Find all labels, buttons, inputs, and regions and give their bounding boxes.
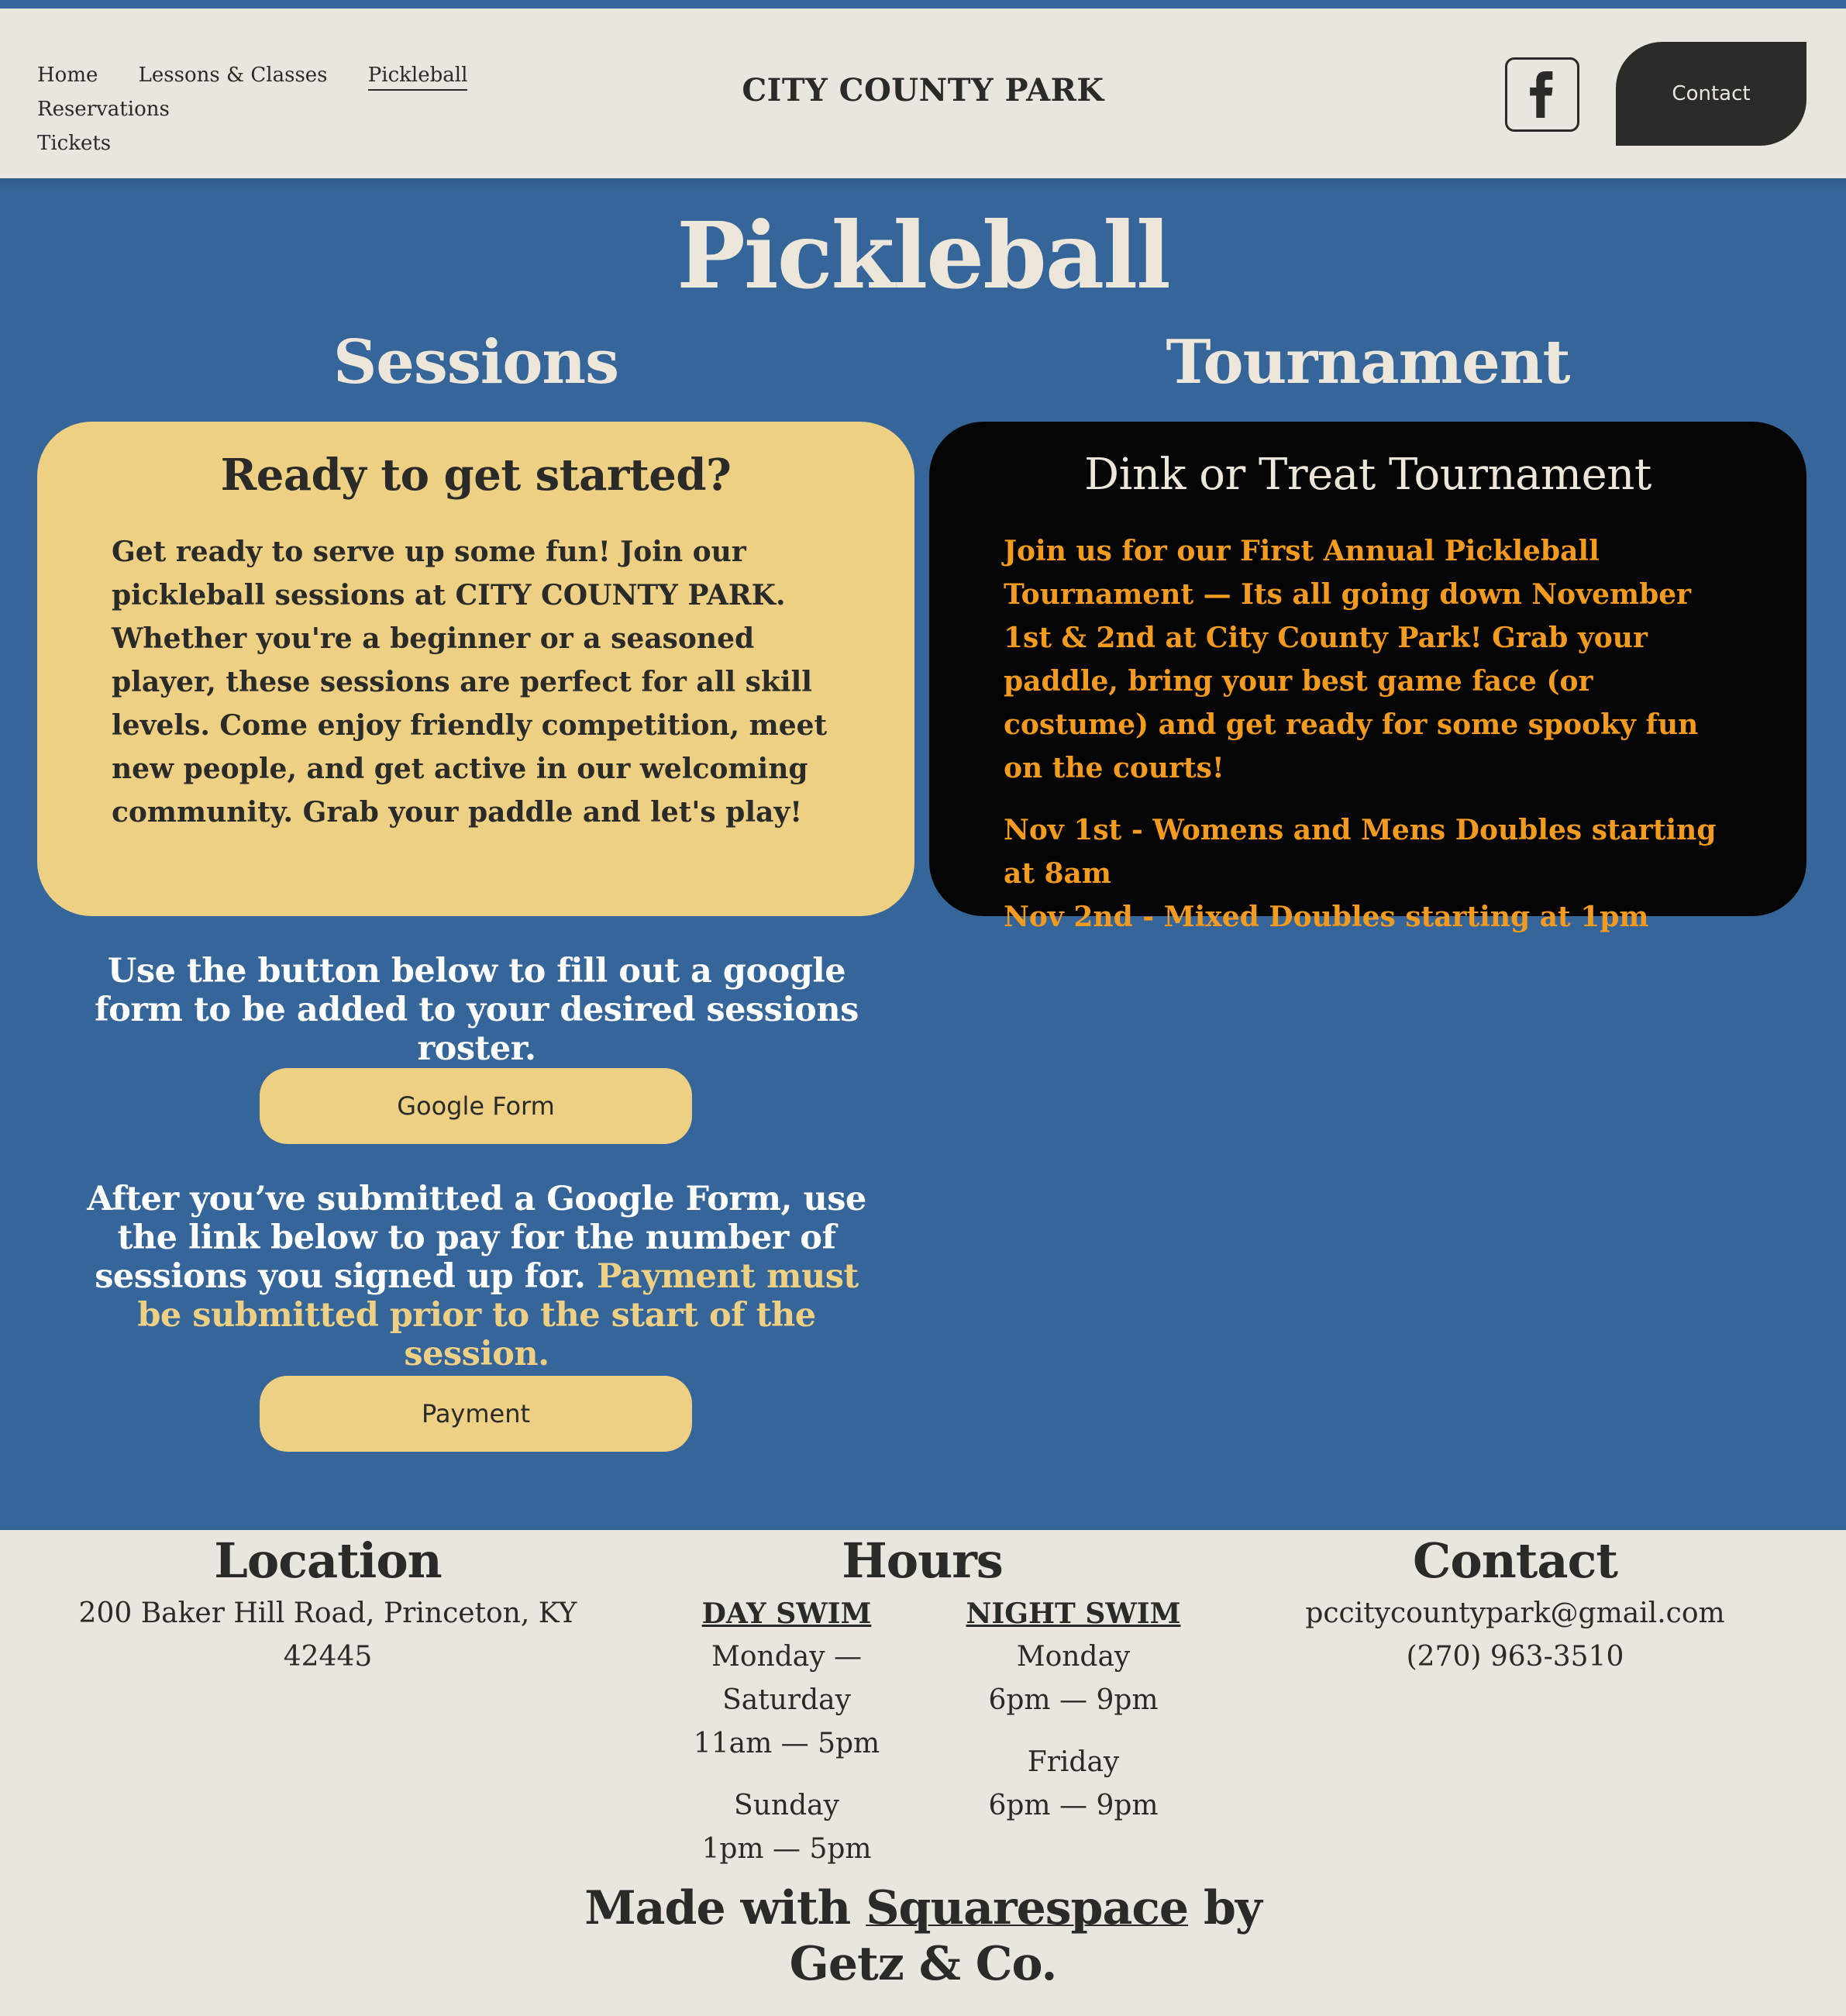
nav-item-pickleball[interactable]: Pickleball	[368, 61, 468, 91]
night-swim-label: NIGHT SWIM	[966, 1597, 1181, 1630]
night-swim-hours	[957, 1592, 1190, 1871]
payment-deadline-highlight: Payment must be submitted prior to the start of the session.	[137, 1257, 859, 1373]
tournament-card-body: Join us for our First Annual Pickleball Tournament — Its all going down November 1st & 2nd at City County Park! Grab your paddle, bring your best game face (or costume) and get ready for some spooky fun on the courts!	[1004, 535, 1699, 784]
facebook-link[interactable]	[1505, 57, 1579, 132]
payment-button[interactable]: Payment	[260, 1376, 692, 1452]
payment-note-text: After you’ve submitted a Google Form, use the link below to pay for the number of sessions you signed up for.	[87, 1180, 866, 1296]
page-title: Pickleball	[677, 202, 1169, 309]
pickleball-section	[0, 178, 1846, 1530]
contact-phone[interactable]: (270) 963-3510	[1406, 1641, 1624, 1673]
contact-heading: Contact	[1413, 1532, 1617, 1589]
payment-note	[77, 1180, 876, 1373]
day-swim-time-2: 1pm — 5pm	[701, 1833, 872, 1865]
day-swim-days-2: Sunday	[734, 1790, 839, 1821]
sessions-card	[37, 422, 914, 916]
address: 200 Baker Hill Road, Princeton, KY 42445	[78, 1597, 577, 1673]
made-prefix: Made with	[584, 1881, 851, 1935]
day-swim-time-1: 11am — 5pm	[693, 1728, 880, 1759]
facebook-icon	[1527, 71, 1558, 118]
header-shadow	[0, 178, 1846, 191]
sessions-heading: Sessions	[332, 327, 619, 398]
site-footer	[0, 1530, 1846, 2016]
night-swim-days-1: Monday	[1016, 1641, 1131, 1673]
made-suffix: by Getz & Co.	[789, 1881, 1262, 1991]
site-title[interactable]: CITY COUNTY PARK	[742, 72, 1104, 109]
google-form-note: Use the button below to fill out a google form to be added to your desired sessions roster.	[95, 952, 859, 1068]
site-header	[0, 9, 1846, 178]
made-with-credit	[0, 1880, 1846, 1992]
footer-contact	[1209, 1530, 1821, 1679]
nav-item-lessons-classes[interactable]: Lessons & Classes	[138, 64, 328, 87]
tournament-card-heading: Dink or Treat Tournament	[1084, 450, 1651, 500]
night-swim-days-2: Friday	[1027, 1746, 1120, 1778]
day-swim-label: DAY SWIM	[701, 1597, 872, 1630]
nav-item-tickets[interactable]: Tickets	[37, 132, 112, 155]
top-accent-bar	[0, 0, 1846, 9]
nav-item-reservations[interactable]: Reservations	[37, 98, 170, 121]
squarespace-link[interactable]: Squarespace	[866, 1881, 1189, 1935]
sessions-card-body: Get ready to serve up some fun! Join our pickleball sessions at CITY COUNTY PARK. Whether you're a beginner or a seasoned player, these sessions are perfect for all skill levels. Come enjoy friendly competition, meet new people, and get active in our welcoming community. Grab your paddle and let's play!	[112, 536, 828, 829]
tournament-card	[929, 422, 1806, 933]
tournament-schedule-day-1: Nov 1st - Womens and Mens Doubles starting at 8am	[1004, 814, 1717, 890]
tournament-heading: Tournament	[1166, 327, 1570, 398]
contact-button[interactable]: Contact	[1616, 42, 1806, 146]
contact-email[interactable]: pccitycountypark@gmail.com	[1305, 1597, 1725, 1629]
day-swim-hours	[655, 1592, 918, 1871]
night-swim-time-2: 6pm — 9pm	[988, 1790, 1159, 1821]
night-swim-time-1: 6pm — 9pm	[988, 1684, 1159, 1716]
day-swim-days-1: Monday — Saturday	[711, 1641, 862, 1716]
footer-location	[37, 1530, 618, 1679]
nav-item-home[interactable]: Home	[37, 64, 98, 87]
tournament-schedule	[1004, 808, 1732, 939]
footer-hours	[612, 1530, 1232, 1871]
tournament-schedule-day-2: Nov 2nd - Mixed Doubles starting at 1pm	[1004, 901, 1649, 933]
hours-heading: Hours	[842, 1532, 1003, 1589]
google-form-button[interactable]: Google Form	[260, 1068, 692, 1144]
location-heading: Location	[214, 1532, 442, 1589]
sessions-card-heading: Ready to get started?	[220, 450, 732, 501]
